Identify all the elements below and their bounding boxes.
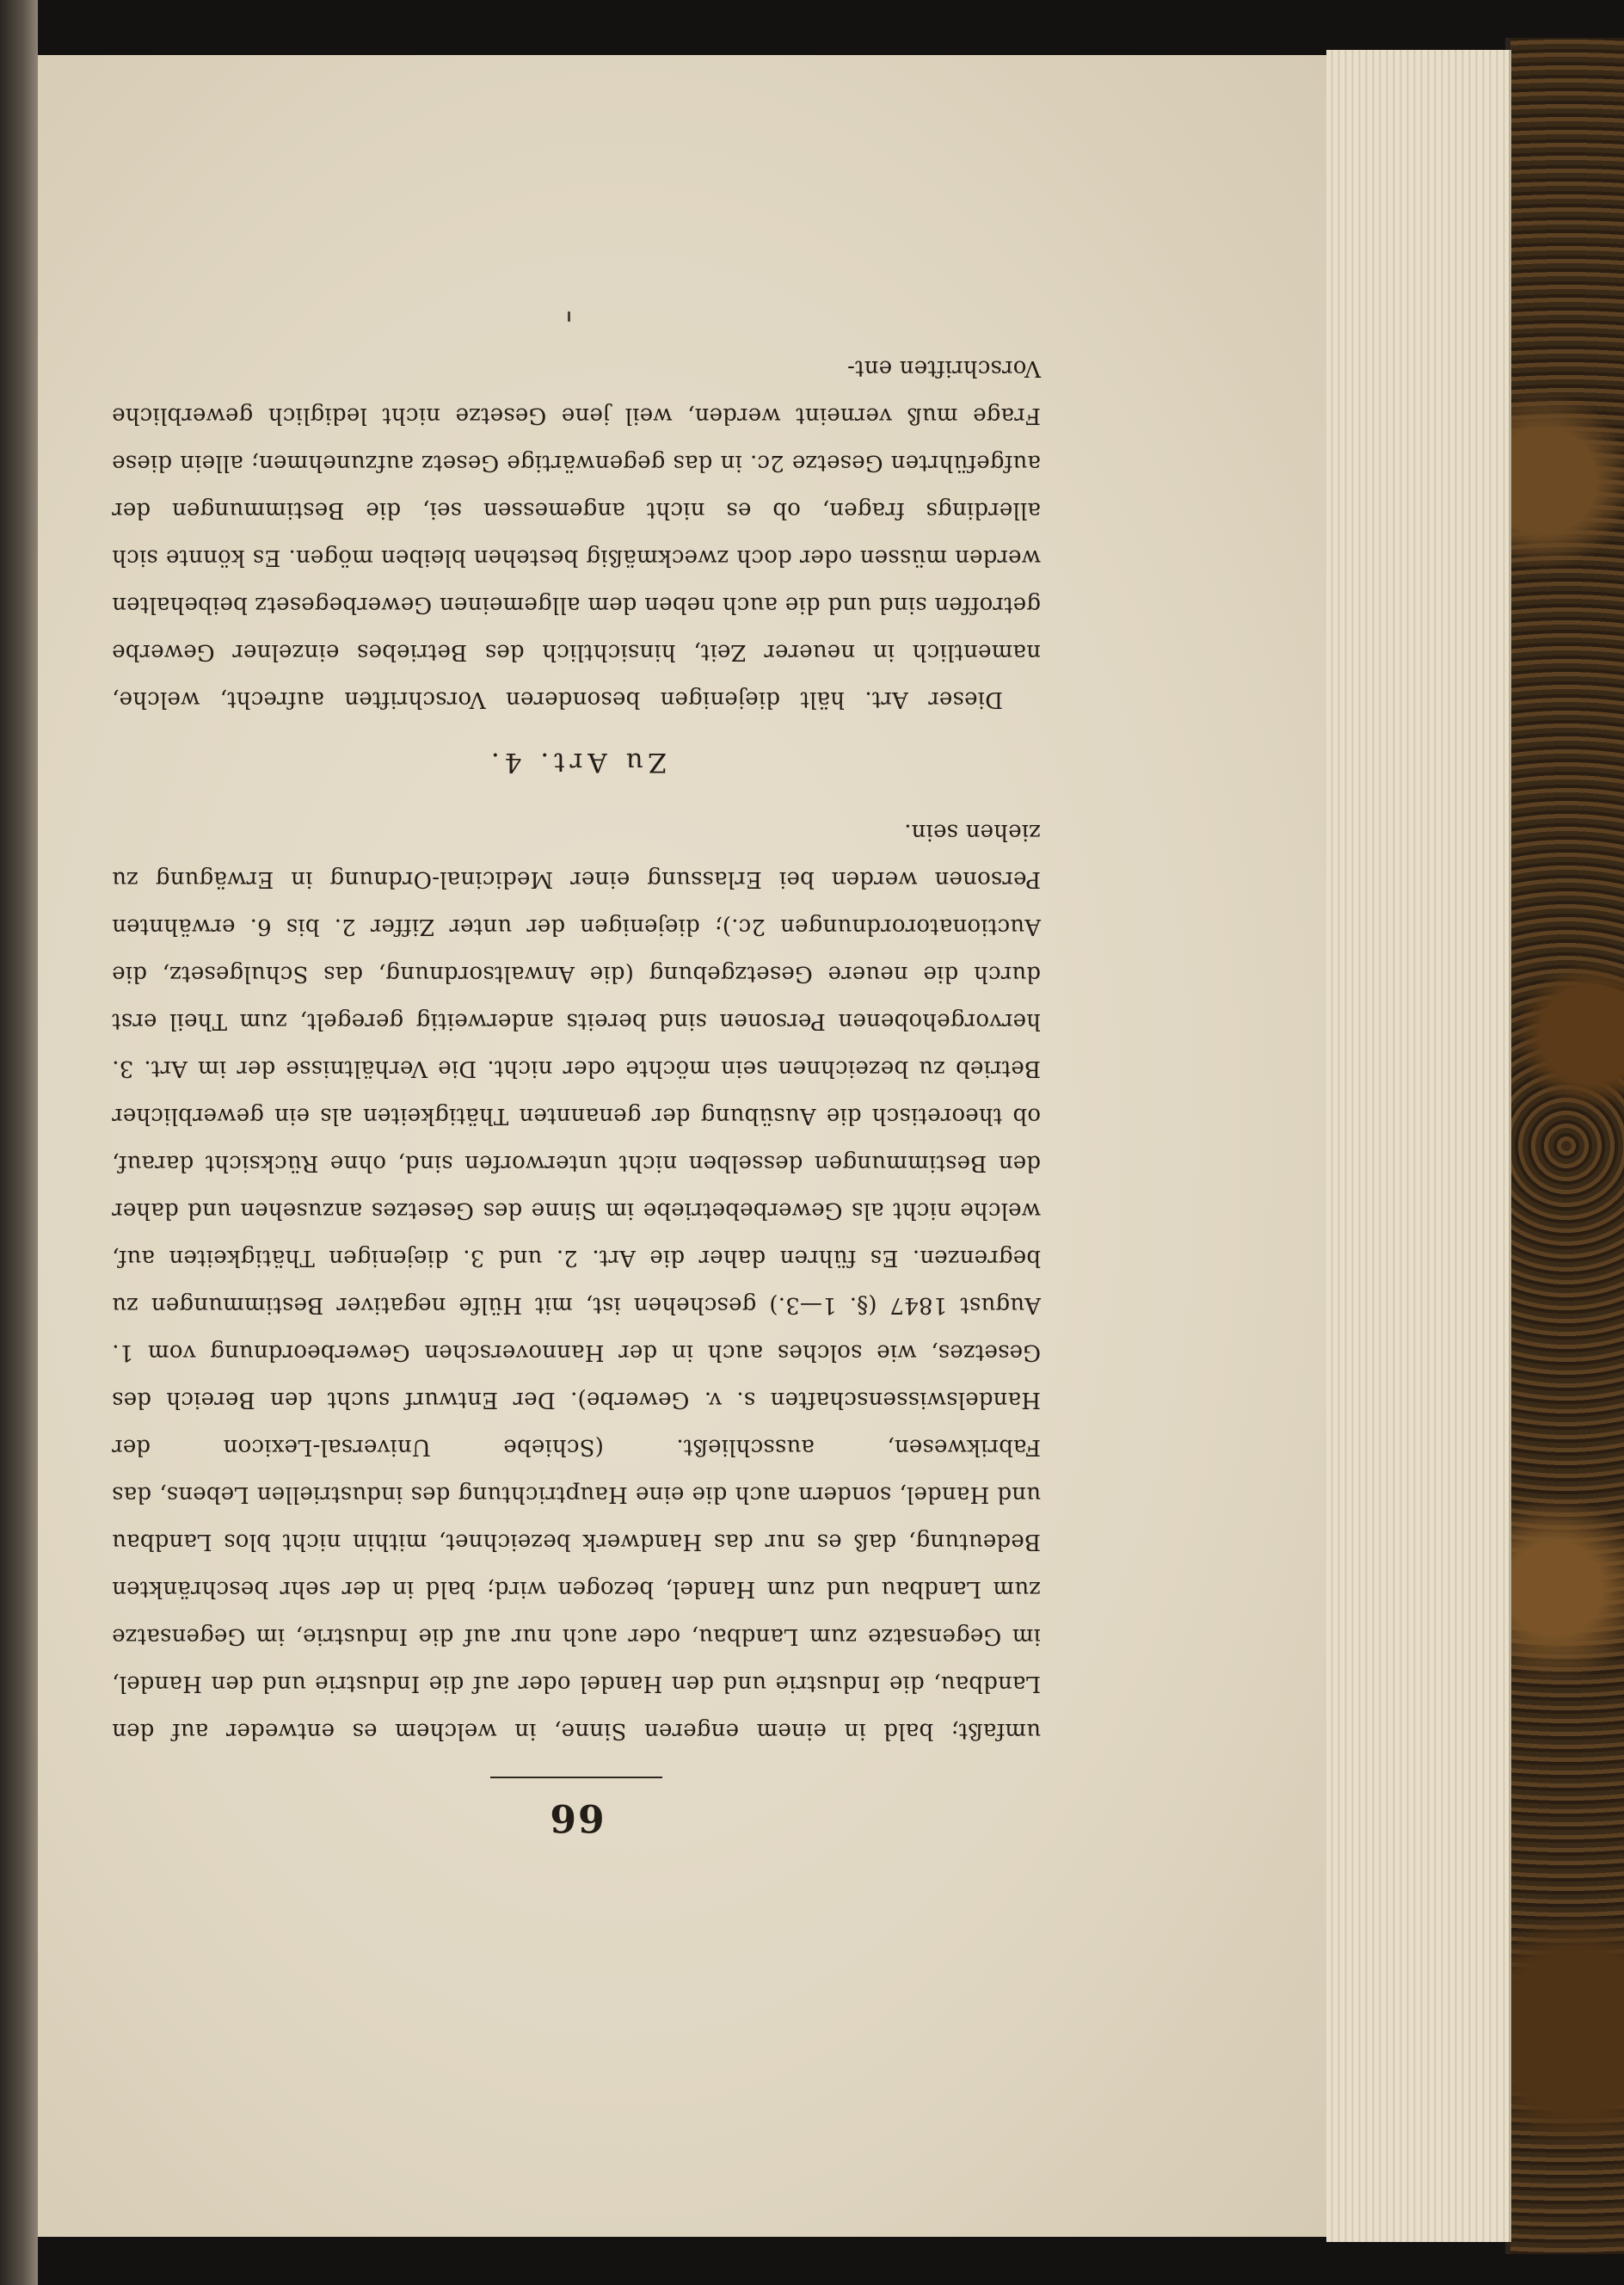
paragraph-1: umfaßt; bald in einem engeren Sinne, in welchem es entweder auf den Landbau, die Industrie und den Handel oder auf die Industrie und den Handel, im Gegensatze zum Landbau, oder auch nur auf die Industrie, im Gegensatze zum Landbau und zum Handel, bezogen wird; bald in der sehr beschränkten Bedeutung, daß es nur das Handwerk bezeichnet, mithin nicht blos Landbau und Handel, sondern auch die eine Hauptrichtung des industriellen Lebens, das Fabrikwesen, ausschließt. (Schiebe Universal-Lexicon der Handelswissenschaften s. v. Gewerbe). Der Entwurf sucht den Bereich des Gesetzes, wie solches auch in der Hannoverschen Gewerbeordnung vom 1. August 1847 (§. 1—3.) geschehen ist, mit Hülfe negativer Bestimmungen zu begrenzen. Es führen daher die Art. 2. und 3. diejenigen Thätigkeiten auf, welche nicht als Gewerbebetriebe im Sinne des Gesetzes anzusehen und daher den Bestimmungen desselben nicht unterworfen sind, ohne Rücksicht darauf, ob theoretisch die Ausübung der genannten Thätigkeiten als ein gewerblicher Betrieb zu bezeichnen sein möchte oder nicht. Die Verhältnisse der im Art. 3. hervorgehobenen Personen sind bereits anderweitig geregelt, zum Theil erst durch die neuere Gesetzgebung (die Anwaltsordnung, das Schulgesetz, die Auctionatorordnungen 2c.); diejenigen der unter Ziffer 2. bis 6. erwähnten Personen werden bei Erlassung einer Medicinal-Ordnung in Erwägung zu ziehen sein.	[112, 819, 1041, 1744]
book-cover-marbled	[1509, 38, 1624, 2254]
header-rule	[490, 1777, 662, 1778]
paragraph-2: Dieser Art. hält diejenigen besonderen Vorschriften aufrecht, welche, namentlich in neuerer Zeit, hinsichtlich des Betriebes einzelner Gewerbe getroffen sind und die auch neben dem allgemeinen Gewerbegesetz beibehalten werden müssen oder doch zweckmäßig bestehen bleiben mögen. Es könnte sich allerdings fragen, ob es nicht angemessen sei, die Bestimmungen der aufgeführten Gesetze 2c. in das gegenwärtige Gesetz aufzunehmen; allein diese Frage muß verneint werden, weil jene Gesetze nicht lediglich gewerbliche Vorschriften ent-	[112, 355, 1041, 712]
section-heading: Zu Art. 4.	[485, 747, 667, 778]
page-block-edges	[1326, 50, 1511, 2242]
page-text	[112, 344, 1041, 1841]
page-number: 66	[548, 1795, 605, 1839]
ink-speck	[568, 311, 570, 322]
facing-page-edge	[0, 0, 38, 2285]
upside-down-text-block	[112, 327, 1041, 1841]
